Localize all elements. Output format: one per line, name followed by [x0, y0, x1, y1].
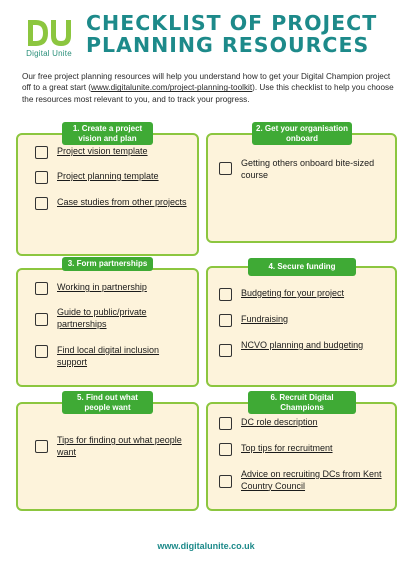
du-logo-mark: [22, 18, 76, 48]
resource-link[interactable]: NCVO planning and budgeting: [241, 340, 364, 350]
checkbox[interactable]: [219, 475, 232, 488]
checkbox[interactable]: [219, 417, 232, 430]
section-label-onboard: 2. Get your organisation onboard: [252, 122, 352, 145]
checkbox[interactable]: [35, 440, 48, 453]
resource-link[interactable]: Project planning template: [57, 171, 159, 181]
checkbox[interactable]: [35, 197, 48, 210]
checklist-item[interactable]: [35, 307, 190, 330]
checklist-item[interactable]: [35, 345, 190, 368]
checklist-item[interactable]: [35, 435, 195, 458]
checklist-item[interactable]: [219, 469, 391, 492]
resource-link[interactable]: Case studies from other projects: [57, 197, 187, 207]
checklist-item[interactable]: [219, 288, 391, 301]
checkbox[interactable]: [35, 146, 48, 159]
resource-link[interactable]: Advice on recruiting DCs from Kent Country Council: [241, 469, 382, 491]
checkbox[interactable]: [219, 314, 232, 327]
resource-link[interactable]: Top tips for recruitment: [241, 443, 333, 453]
checklist-item[interactable]: [219, 417, 391, 430]
toolkit-link[interactable]: www.digitalunite.com/project-planning-toolkit: [91, 83, 253, 93]
logo-text: Digital Unite: [26, 49, 72, 58]
checkbox[interactable]: [219, 443, 232, 456]
footer-url[interactable]: www.digitalunite.co.uk: [157, 541, 255, 551]
section-card-onboard: [206, 133, 397, 243]
digital-unite-logo: [22, 18, 76, 62]
checklist-item[interactable]: [219, 158, 391, 181]
section-label-vision: 1. Create a project vision and plan: [62, 122, 153, 145]
resource-link[interactable]: Fundraising: [241, 314, 289, 324]
checklist-item[interactable]: [35, 197, 190, 210]
resource-link[interactable]: Budgeting for your project: [241, 288, 345, 298]
checklist-item[interactable]: [35, 282, 190, 295]
resource-text: Getting others onboard bite-sized course: [241, 158, 375, 180]
checkbox[interactable]: [35, 171, 48, 184]
checklist-item[interactable]: [219, 443, 391, 456]
intro-text-after: ). Use this checklist to help you choose the resources most relevant to you, and to track your progress.: [22, 83, 394, 104]
section-label-partnerships: 3. Form partnerships: [62, 257, 153, 271]
checkbox[interactable]: [35, 345, 48, 358]
resource-link[interactable]: Tips for finding out what people want: [57, 435, 182, 457]
section-label-recruit: 6. Recruit Digital Champions: [248, 391, 356, 414]
checklist-item[interactable]: [219, 340, 391, 357]
section-label-research: 5. Find out what people want: [62, 391, 153, 414]
checkbox[interactable]: [219, 344, 232, 357]
resource-link[interactable]: DC role description: [241, 417, 318, 427]
resource-link[interactable]: Working in partnership: [57, 282, 147, 292]
resource-link[interactable]: Project vision template: [57, 146, 148, 156]
checklist-item[interactable]: [35, 171, 190, 184]
intro-text-before: Our free project planning resources will help you understand how to get your Digital Champion project off to a great start (: [22, 72, 391, 93]
checkbox[interactable]: [35, 313, 48, 326]
checklist-item[interactable]: [219, 314, 391, 327]
page-title: CHECKLIST OF PROJECT PLANNING RESOURCES: [86, 11, 378, 57]
section-label-funding: 4. Secure funding: [248, 258, 356, 276]
checkbox[interactable]: [35, 282, 48, 295]
checkbox[interactable]: [219, 288, 232, 301]
resource-link[interactable]: Find local digital inclusion support: [57, 345, 160, 367]
resource-link[interactable]: Guide to public/private partnerships: [57, 307, 147, 329]
intro-paragraph: [22, 71, 394, 105]
checklist-item[interactable]: [35, 146, 190, 159]
checkbox[interactable]: [219, 162, 232, 175]
